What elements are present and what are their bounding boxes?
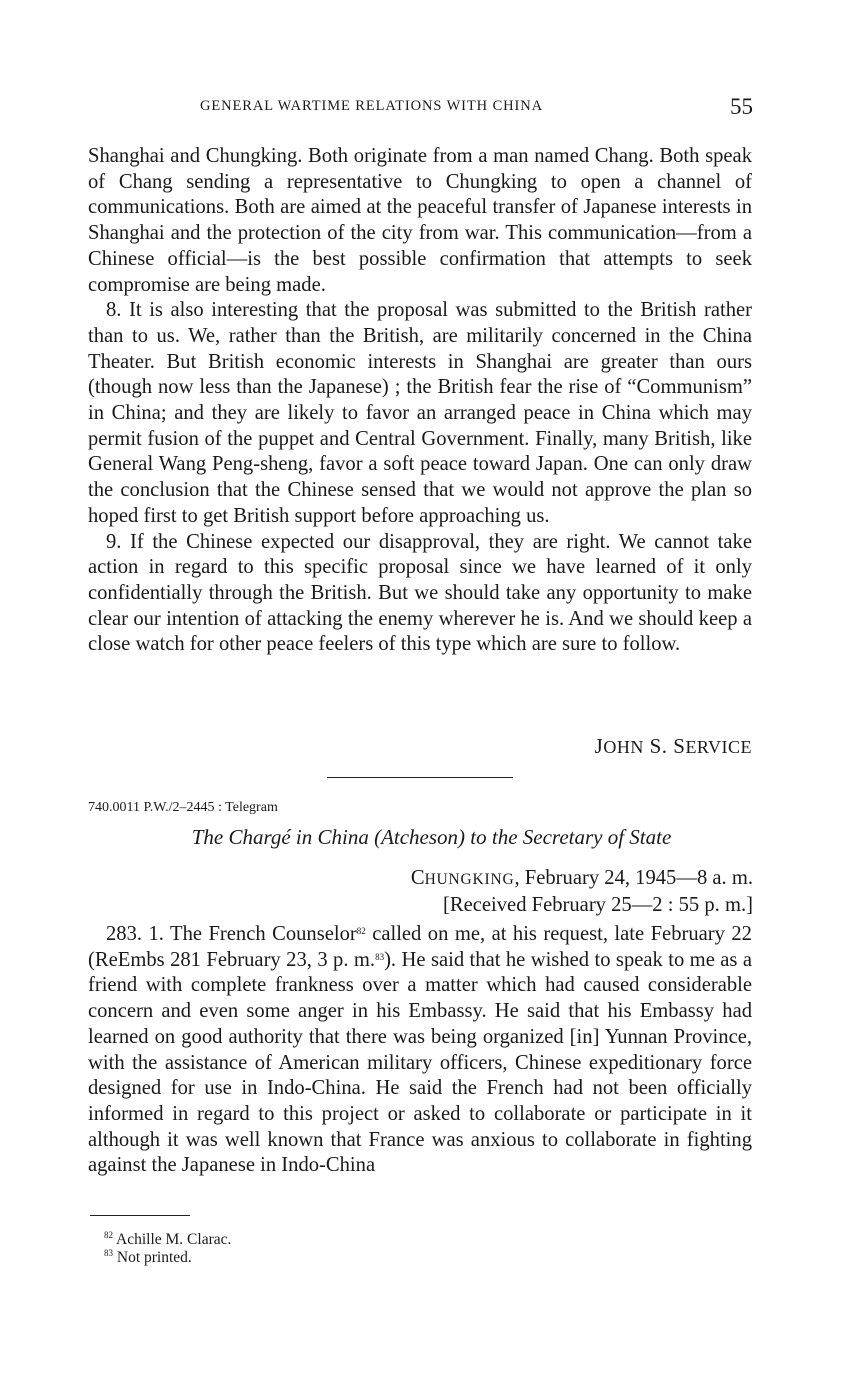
footnotes xyxy=(104,1231,231,1266)
footnote-ref-82: 82 xyxy=(356,926,366,936)
dateline xyxy=(411,866,753,918)
running-head: GENERAL WARTIME RELATIONS WITH CHINA xyxy=(200,98,543,114)
footnote-text: Not printed. xyxy=(116,1248,192,1266)
file-reference: 740.0011 P.W./2–2445 : Telegram xyxy=(88,800,278,815)
paragraph-283-mid: called on me, at his request, late February 22 (ReEmbs 281 February 23, 3 p. m. xyxy=(88,923,752,971)
signature-last-rest: ERVICE xyxy=(685,737,752,757)
dateline-received: [Received February 25—2 : 55 p. m.] xyxy=(443,893,753,916)
signature-first-rest: OHN xyxy=(603,737,644,757)
dateline-place-rest: HUNGKING xyxy=(424,871,515,888)
paragraph-283-start: 283. 1. The French Counselor xyxy=(106,923,357,945)
dateline-date: , February 24, 1945—8 a. m. xyxy=(514,867,753,889)
paragraph-283 xyxy=(88,922,752,1179)
signature-initial: J xyxy=(594,734,604,758)
paragraph-9: 9. If the Chinese expected our disapproval, they are right. We cannot take action in regard to this specific proposal since we have learned of it only confidentially through the British. But we should take any opportunity to make clear our intention of attacking the enemy wherever he is. And we should keep a close watch for other peace feelers of this type which are sure to follow. xyxy=(88,530,752,656)
signature-middle: S. S xyxy=(643,734,686,758)
footnote-83 xyxy=(104,1249,231,1267)
paragraph-8: 8. It is also interesting that the proposal was submitted to the British rather than to us. We, rather than the British, are militarily concerned in the China Theater. But British economic interests in Shanghai are greater than ours (though now less than the Japanese) ; the British fear the rise of “Communism” in China; and they are likely to favor an arranged peace in China which may permit fusion of the puppet and Central Government. Finally, many British, like General Wang Peng-sheng, favor a soft peace toward Japan. One can only draw the conclusion that the Chinese sensed that we would not approve the plan so hoped first to get British support before approaching us. xyxy=(88,299,752,527)
footnote-82 xyxy=(104,1231,231,1249)
dateline-sent xyxy=(411,866,753,893)
page-number: 55 xyxy=(730,94,753,119)
document-title: The Chargé in China (Atcheson) to the Secretary of State xyxy=(191,825,672,849)
footnote-mark: 82 xyxy=(104,1230,113,1240)
telegram-text-block xyxy=(88,922,752,1179)
paragraph-continuation: Shanghai and Chungking. Both originate from a man named Chang. Both speak of Chang sending a representative to Chungking to open a channel of communications. Both are aimed at the peaceful transfer of Japanese interests in Shanghai and the protection of the city from war. This communication—from a Chinese official—is the best possible confirmation that attempts to seek compromise are being made. xyxy=(88,145,752,296)
paragraph-283-end: ). He said that he wished to speak to me as a friend with complete frankness over a matter which had caused considerable concern and even some anger in his Embassy. He said that his Embassy had learned on good authority that there was being organized [in] Yunnan Province, with the assistance of American military officers, Chinese expeditionary force designed for use in Indo-China. He said the French had not been officially informed in regard to this project or asked to collaborate or participate in it although it was well known that France was anxious to collaborate in fighting against the Japanese in Indo-China xyxy=(88,948,752,1177)
dateline-place-initial: C xyxy=(410,867,425,889)
section-divider xyxy=(327,777,513,778)
footnote-ref-83: 83 xyxy=(375,951,385,962)
continued-text-block xyxy=(88,144,752,658)
signature xyxy=(595,734,752,759)
footnote-mark: 83 xyxy=(104,1247,113,1258)
footnote-divider xyxy=(90,1215,190,1216)
footnote-text: Achille M. Clarac. xyxy=(116,1231,232,1248)
